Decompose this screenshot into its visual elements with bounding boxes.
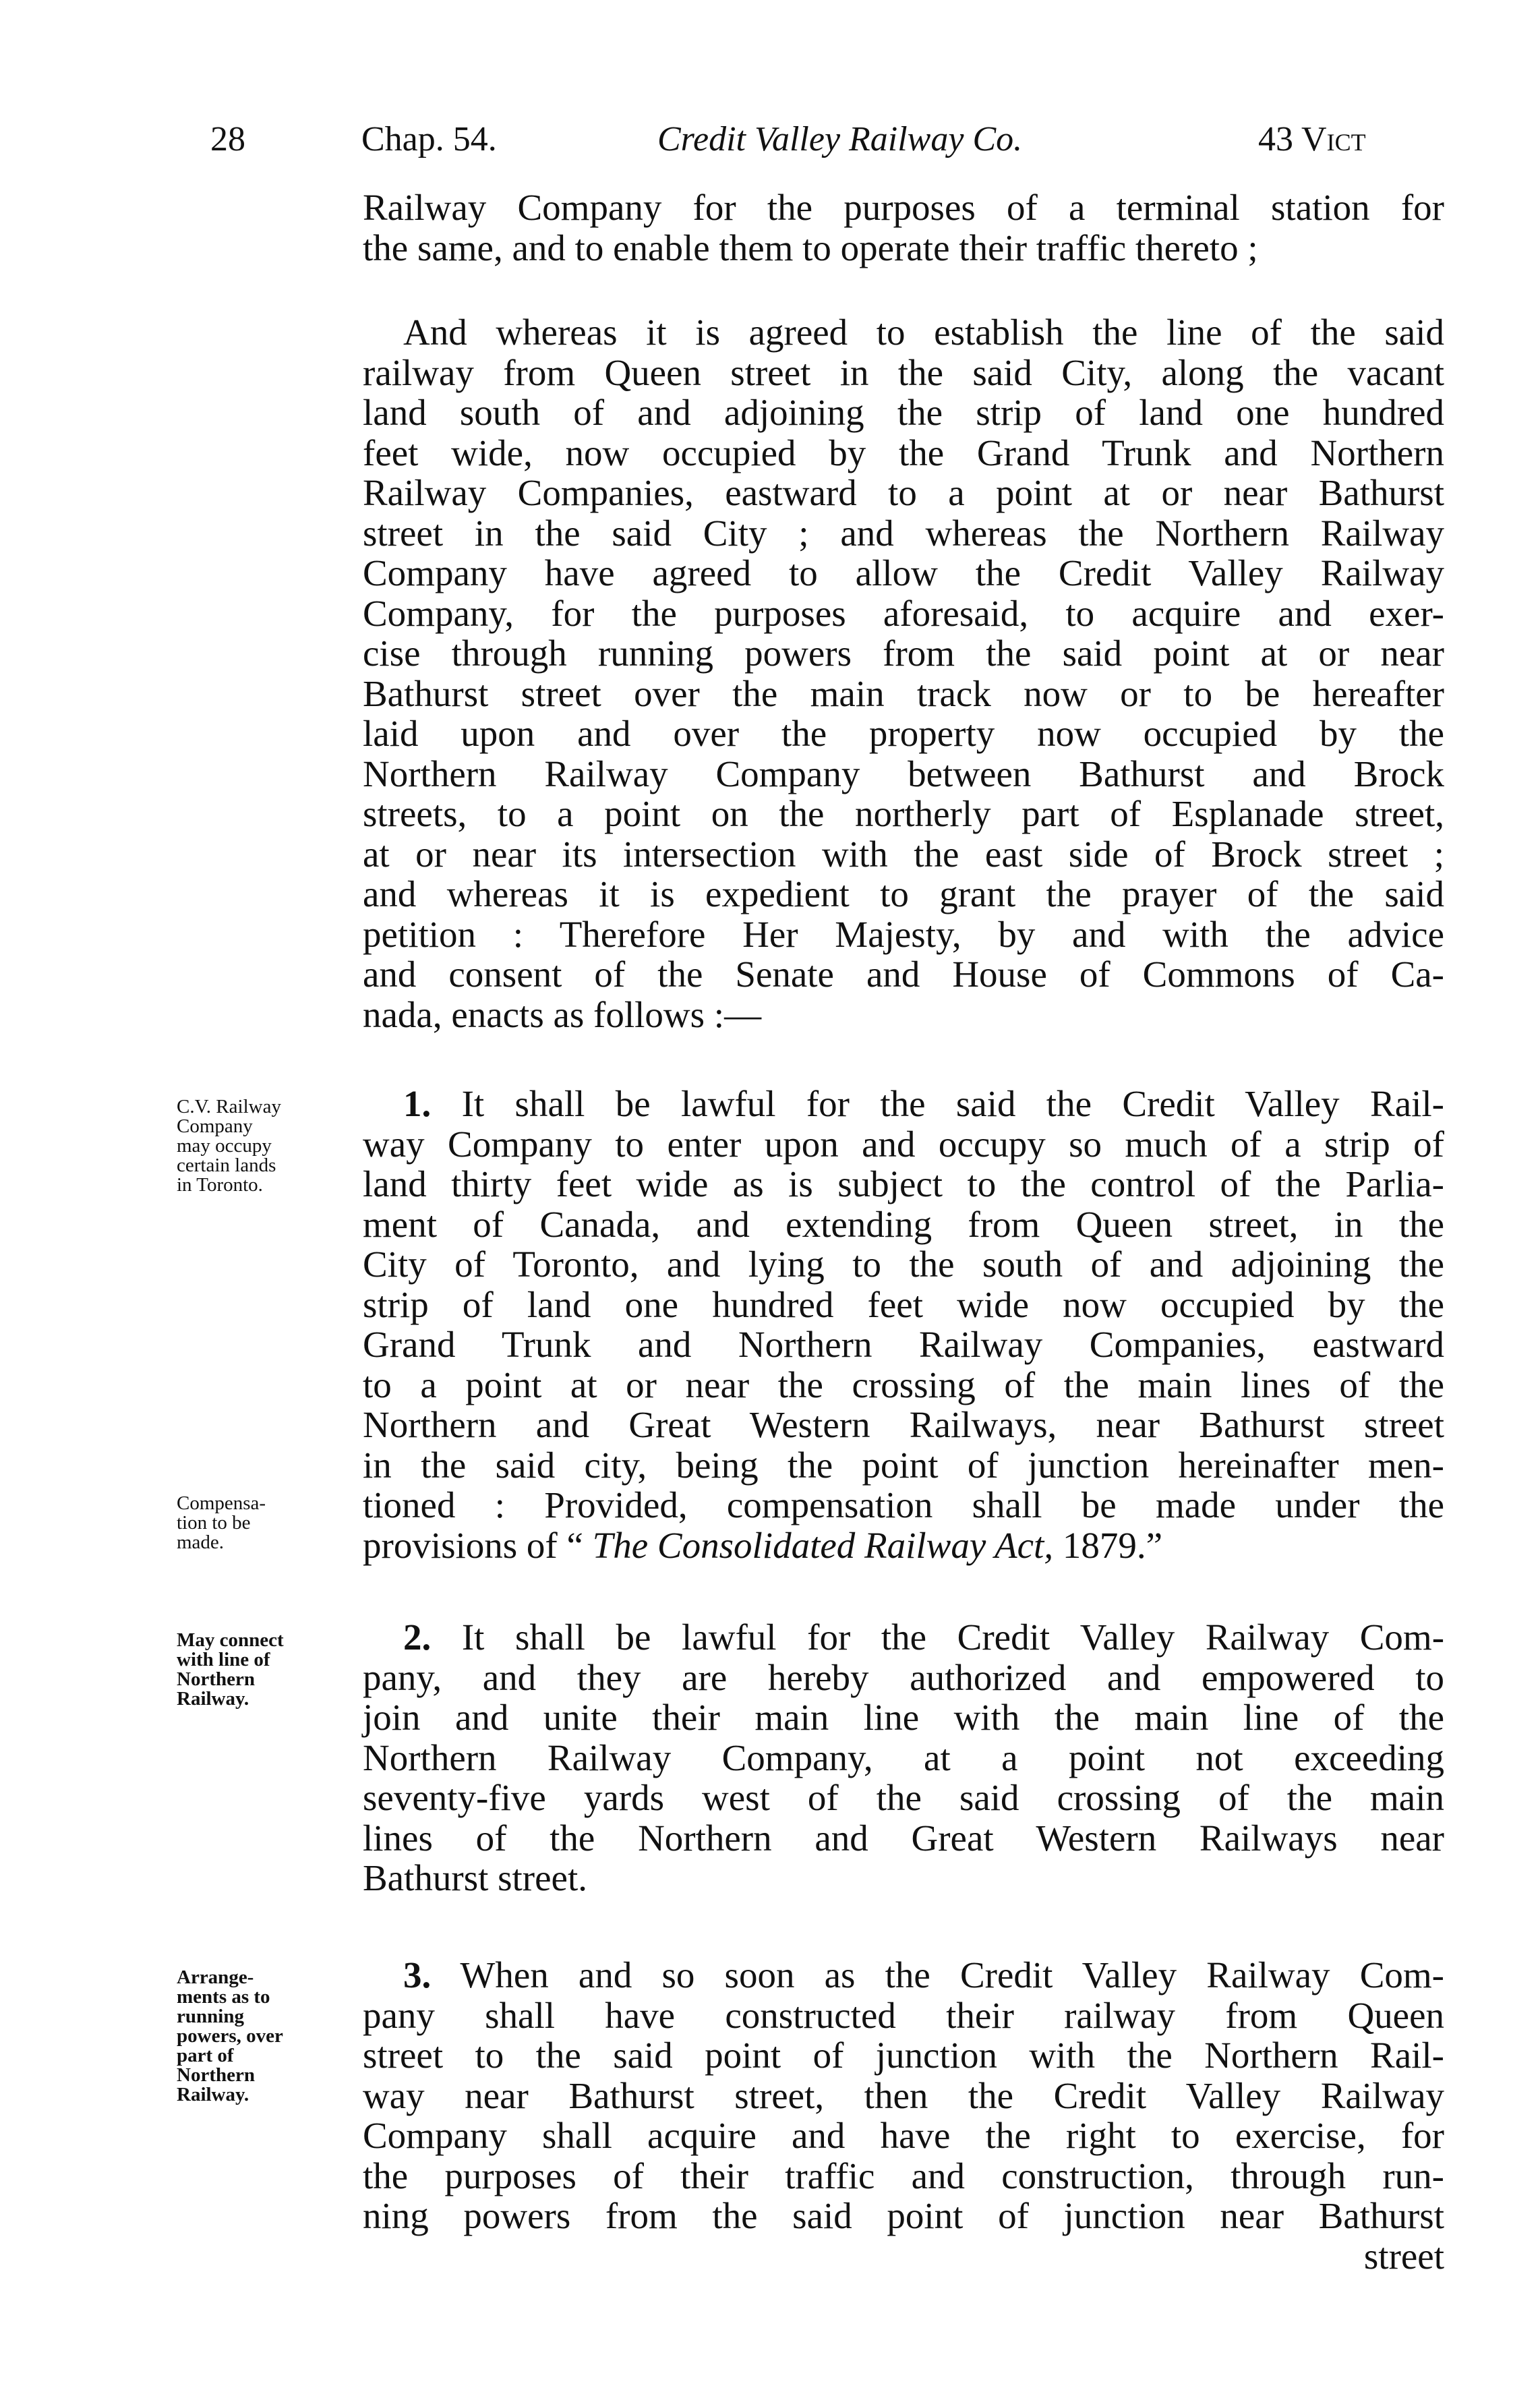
- text-line: street in the said City ; and whereas the Northern Railway: [363, 512, 1444, 554]
- text-line: Company, for the purposes aforesaid, to acquire and exer-: [363, 592, 1444, 634]
- text-line: laid upon and over the property now occupied by the: [363, 713, 1444, 754]
- text-line: way Company to enter upon and occupy so much of a strip of: [363, 1123, 1444, 1165]
- text-line: and consent of the Senate and House of Commons of Ca-: [363, 954, 1444, 995]
- text-line: land thirty feet wide as is subject to the control of the Parlia-: [363, 1163, 1444, 1204]
- margin-note-occupy-lands: C.V. Railway Company may occupy certain lands in Toronto.: [177, 1096, 281, 1196]
- text-line: the same, and to enable them to operate their traffic thereto ;: [363, 227, 1258, 268]
- text-line: It shall be lawful for the Credit Valley Railway Com-: [461, 1616, 1445, 1658]
- text-line: When and so soon as the Credit Valley Railway Com-: [460, 1954, 1444, 1995]
- section-number: 2.: [403, 1616, 432, 1658]
- page-number: 28: [210, 120, 245, 158]
- text-line: nada, enacts as follows :—: [363, 993, 762, 1035]
- text-fragment: provisions of “: [363, 1524, 583, 1566]
- section-2: [363, 1617, 1444, 1898]
- section-first-line: [363, 1955, 1444, 1995]
- whereas-paragraph: [363, 312, 1444, 1034]
- text-line: And whereas it is agreed to establish the line of the said: [403, 312, 1444, 353]
- section-3: [363, 1955, 1444, 2276]
- text-line: way near Bathurst street, then the Credit Valley Railway: [363, 2074, 1444, 2116]
- text-line: cise through running powers from the said point at or near: [363, 633, 1444, 674]
- text-line: seventy-five yards west of the said crossing of the main: [363, 1777, 1444, 1818]
- running-title: Credit Valley Railway Co.: [657, 120, 1023, 158]
- text-fragment: 1879.”: [1053, 1524, 1162, 1566]
- text-line: Company shall acquire and have the right to exercise, for: [363, 2115, 1444, 2156]
- text-line: Railway Companies, eastward to a point at or near Bathurst: [363, 472, 1444, 513]
- text-line: Bathurst street over the main track now or to be hereafter: [363, 672, 1444, 714]
- catchword: street: [1363, 2235, 1444, 2277]
- text-line: Grand Trunk and Northern Railway Companies, eastward: [363, 1324, 1444, 1365]
- text-line: pany, and they are hereby authorized and empowered to: [363, 1656, 1444, 1698]
- text-line: street to the said point of junction with the Northern Rail-: [363, 2035, 1444, 2076]
- text-line: railway from Queen street in the said City, along the vacant: [363, 351, 1444, 393]
- text-line: the purposes of their traffic and construction, through run-: [363, 2155, 1444, 2196]
- section-first-line: [363, 1084, 1444, 1124]
- section-number: 1.: [403, 1083, 432, 1124]
- act-title: The Consolidated Railway Act,: [592, 1524, 1054, 1566]
- continuation-paragraph: [363, 187, 1444, 268]
- text-line: City of Toronto, and lying to the south of and adjoining the: [363, 1244, 1444, 1285]
- text-line: Bathurst street.: [363, 1857, 587, 1898]
- chapter-number: Chap. 54.: [361, 120, 497, 158]
- running-header: [0, 118, 1540, 172]
- text-line: feet wide, now occupied by the Grand Trunk and Northern: [363, 432, 1444, 473]
- section-1: [363, 1084, 1444, 1565]
- text-line: ment of Canada, and extending from Queen street, in the: [363, 1203, 1444, 1245]
- regnal-year: 43 Vict: [1258, 120, 1366, 158]
- text-line: ning powers from the said point of junction near Bathurst: [363, 2195, 1444, 2236]
- text-line: streets, to a point on the northerly part of Esplanade street,: [363, 793, 1444, 834]
- text-line: tioned : Provided, compensation shall be made under the: [363, 1484, 1444, 1525]
- section-first-line: [363, 1617, 1444, 1658]
- text-line: Northern Railway Company between Bathurst and Brock: [363, 753, 1444, 794]
- text-line: Company have agreed to allow the Credit Valley Railway: [363, 552, 1444, 593]
- margin-note-running-powers: Arrange- ments as to running powers, over part of Northern Railway.: [177, 1966, 283, 2105]
- text-line: to a point at or near the crossing of the main lines of the: [363, 1364, 1444, 1405]
- text-line: in the said city, being the point of junction hereinafter men-: [363, 1444, 1444, 1486]
- text-line: land south of and adjoining the strip of land one hundred: [363, 392, 1444, 433]
- text-line: Northern Railway Company, at a point not exceeding: [363, 1737, 1444, 1778]
- text-line: It shall be lawful for the said the Credit Valley Rail-: [461, 1083, 1444, 1124]
- margin-note-connect-line: May connect with line of Northern Railway.: [177, 1629, 284, 1710]
- text-line: and whereas it is expedient to grant the prayer of the said: [363, 873, 1444, 914]
- text-line: pany shall have constructed their railway from Queen: [363, 1994, 1444, 2036]
- text-line: at or near its intersection with the east side of Brock street ;: [363, 833, 1444, 875]
- text-line: strip of land one hundred feet wide now occupied by the: [363, 1283, 1444, 1325]
- text-line: Railway Company for the purposes of a terminal station for: [363, 187, 1444, 228]
- section-number: 3.: [403, 1954, 432, 1995]
- text-line: lines of the Northern and Great Western Railways near: [363, 1817, 1444, 1859]
- section-last-line: [363, 1525, 1444, 1566]
- text-line: Northern and Great Western Railways, near Bathurst street: [363, 1404, 1444, 1445]
- margin-note-compensation: Compensa- tion to be made.: [177, 1492, 266, 1553]
- text-line: petition : Therefore Her Majesty, by and with the advice: [363, 913, 1444, 955]
- text-line: join and unite their main line with the main line of the: [363, 1697, 1444, 1738]
